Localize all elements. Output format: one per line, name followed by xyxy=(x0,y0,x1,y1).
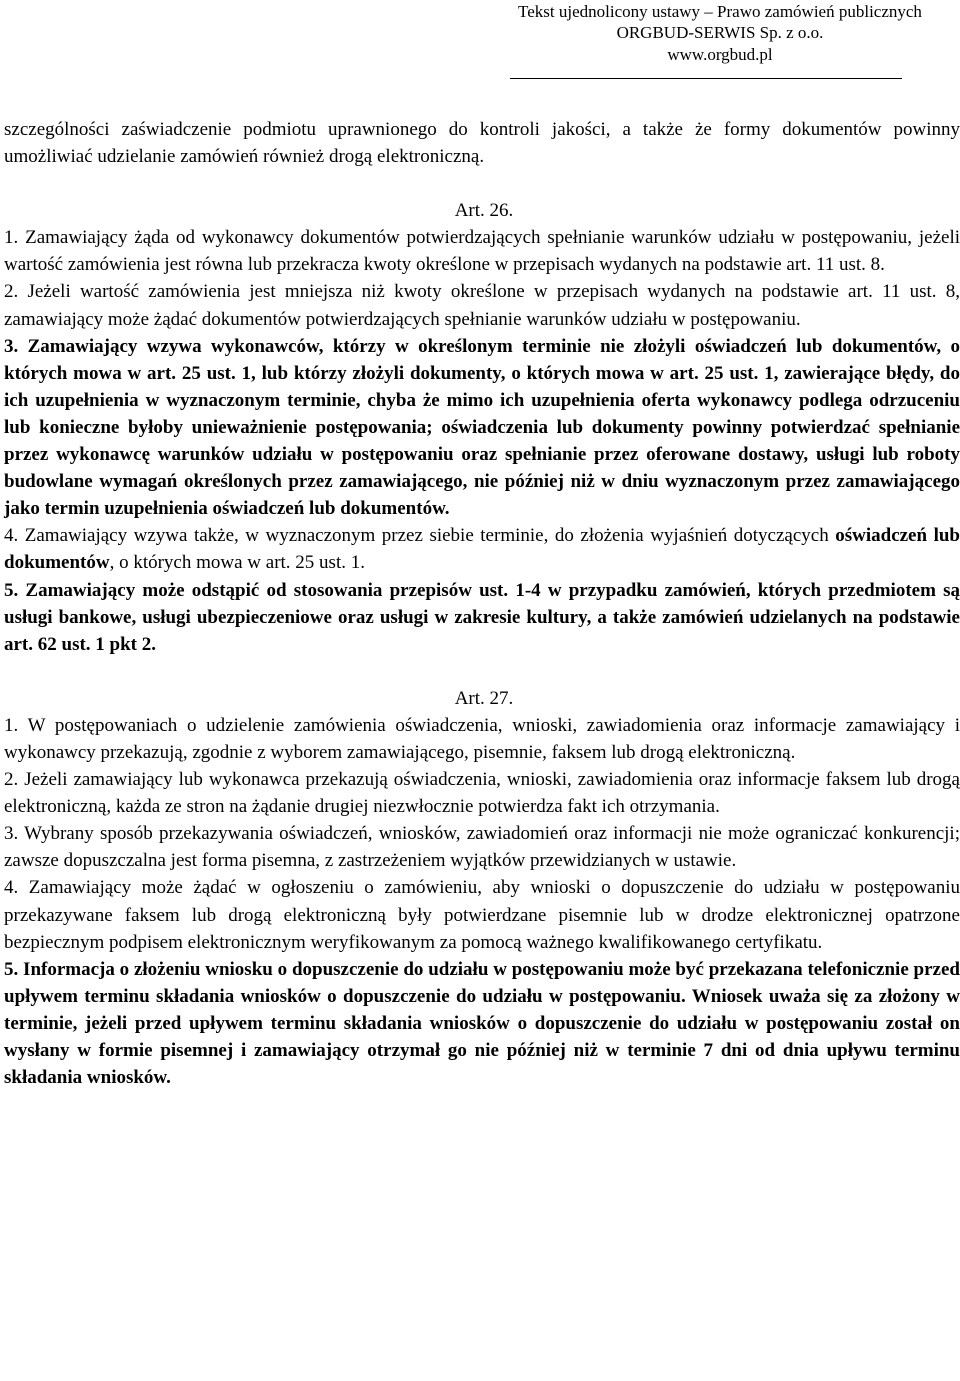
art-27-par-3: 3. Wybrany sposób przekazywania oświadczeń, wniosków, zawiadomień oraz informacji nie może ograniczać konkurencji; zawsze dopuszczalna jest forma pisemna, z zastrzeżeniem wyjątków przewidzianych w ustawie. xyxy=(4,823,960,872)
header-company: ORGBUD-SERWIS Sp. z o.o. xyxy=(616,23,824,42)
spacer xyxy=(4,658,960,685)
spacer xyxy=(4,170,960,197)
art-27-par-2: 2. Jeżeli zamawiający lub wykonawca przekazują oświadczenia, wnioski, zawiadomienia oraz informacje faksem lub drogą elektroniczną, każda ze stron na żądanie drugiej niezwłocznie potwierdza fakt ich otrzymania. xyxy=(4,769,960,818)
art-27-par-4: 4. Zamawiający może żądać w ogłoszeniu o zamówieniu, aby wnioski o dopuszczenie do udziału w postępowaniu przekazywane faksem lub drogą elektroniczną były potwierdzane pisemnie lub w drodze elektronicznej opatrzone bezpiecznym podpisem elektronicznym weryfikowanym za pomocą ważnego kwalifikowanego certyfikatu. xyxy=(4,877,960,953)
art-26-par-4-text-b: oświadczeń lub dokumentów xyxy=(4,525,960,574)
art-26-par-1: 1. Zamawiający żąda od wykonawcy dokumentów potwierdzających spełnianie warunków udziału w postępowaniu, jeżeli wartość zamówienia jest równa lub przekracza kwoty określone w przepisach wydanych na podstawie art. 11 ust. 8. xyxy=(4,227,960,276)
art-27-par-1: 1. W postępowaniach o udzielenie zamówienia oświadczenia, wnioski, zawiadomienia oraz informacje zamawiający i wykonawcy przekazują, zgodnie z wyborem zamawiającego, pisemnie, faksem lub drogą elektroniczną. xyxy=(4,714,960,763)
header-title: Tekst ujednolicony ustawy – Prawo zamówień publicznych xyxy=(518,2,922,21)
art-27-heading: Art. 27. xyxy=(454,687,514,709)
art-26-par-4-text-c: , o których mowa w art. 25 ust. 1. xyxy=(109,552,365,574)
document-body xyxy=(4,116,960,1091)
intro-paragraph: szczególności zaświadczenie podmiotu uprawnionego do kontroli jakości, a także że formy dokumentów powinny umożliwiać udzielanie zamówień również drogą elektroniczną. xyxy=(4,119,960,168)
art-26-par-4 xyxy=(4,522,960,576)
art-27-par-5: 5. Informacja o złożeniu wniosku o dopuszczenie do udziału w postępowaniu może być przekazana telefonicznie przed upływem terminu składania wniosków o dopuszczenie do udziału w postępowaniu. Wniosek uważa się za złożony w terminie, jeżeli przed upływem terminu składania wniosków o dopuszczenie do udziału w postępowaniu został on wysłany w formie pisemnej i zamawiający otrzymał go nie później niż w terminie 7 dni od dnia upływu terminu składania wniosków. xyxy=(4,958,960,1089)
page-header xyxy=(0,0,960,82)
art-26-heading: Art. 26. xyxy=(454,200,514,222)
header-website: www.orgbud.pl xyxy=(667,45,773,64)
art-26-par-4-text-a: 4. Zamawiający wzywa także, w wyznaczonym przez siebie terminie, do złożenia wyjaśnień dotyczących xyxy=(4,525,836,547)
header-divider xyxy=(510,78,902,79)
art-26-par-3: 3. Zamawiający wzywa wykonawców, którzy w określonym terminie nie złożyli oświadczeń lub dokumentów, o których mowa w art. 25 ust. 1, lub którzy złożyli dokumenty, o których mowa w art. 25 ust. 1, zawierające błędy, do ich uzupełnienia w wyznaczonym terminie, chyba że mimo ich uzupełnienia oferta wykonawcy podlega odrzuceniu lub konieczne byłoby unieważnienie postępowania; oświadczenia lub dokumenty powinny potwierdzać spełnianie przez wykonawcę warunków udziału w postępowaniu oraz spełnianie przez oferowane dostawy, usługi lub roboty budowlane wymagań określonych przez zamawiającego, nie później niż w dniu wyznaczonym przez zamawiającego jako termin uzupełnienia oświadczeń lub dokumentów. xyxy=(4,335,960,520)
art-26-par-2: 2. Jeżeli wartość zamówienia jest mniejsza niż kwoty określone w przepisach wydanych na podstawie art. 11 ust. 8, zamawiający może żądać dokumentów potwierdzających spełnianie warunków udziału w postępowaniu. xyxy=(4,281,960,330)
art-26-par-5: 5. Zamawiający może odstąpić od stosowania przepisów ust. 1-4 w przypadku zamówień, których przedmiotem są usługi bankowe, usługi ubezpieczeniowe oraz usługi w zakresie kultury, a także zamówień udzielanych na podstawie art. 62 ust. 1 pkt 2. xyxy=(4,579,960,655)
